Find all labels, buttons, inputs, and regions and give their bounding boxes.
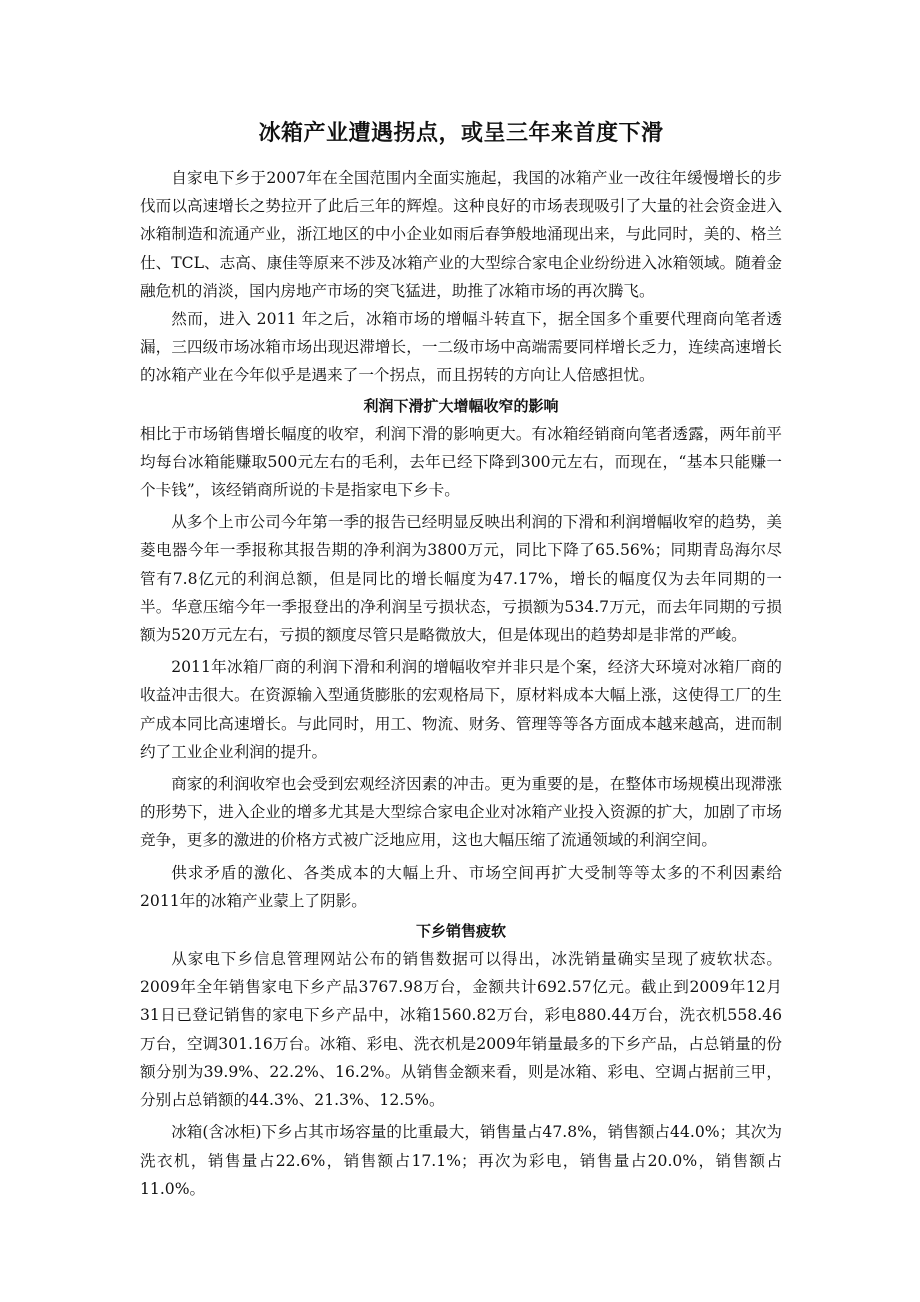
intro-paragraph-2: 然而，进入 2011 年之后，冰箱市场的增幅斗转直下，据全国多个重要代理商向笔者透漏，三四级市场冰箱市场出现迟滞增长，一二级市场中高端需要同样增长乏力，连续高速增长的冰箱产业在今年似乎是遇来了一个拐点，而且拐转的方向让人倍感担忧。 — [140, 310, 782, 385]
section-heading-rural-sales: 下乡销售疲软 — [415, 922, 506, 941]
section1-paragraph-1: 相比于市场销售增长幅度的收窄，利润下滑的影响更大。有冰箱经销商向笔者透露，两年前平均每台冰箱能赚取500元左右的毛利，去年已经下降到300元左右，而现在，“基本只能赚一个卡钱”，该经销商所说的卡是指家电下乡卡。 — [140, 424, 782, 500]
document-title: 冰箱产业遭遇拐点，或呈三年来首度下滑 — [258, 121, 664, 146]
section1-paragraph-3: 2011年冰箱厂商的利润下滑和利润的增幅收窄并非只是个案，经济大环境对冰箱厂商的收益冲击很大。在资源输入型通货膨胀的宏观格局下，原材料成本大幅上涨，这使得工厂的生产成本同比高速增长。与此同时，用工、物流、财务、管理等等各方面成本越来越高，进而制约了工业企业利润的提升。 — [140, 658, 782, 761]
document-page — [140, 118, 782, 1203]
section1-paragraph-4: 商家的利润收窄也会受到宏观经济因素的冲击。更为重要的是，在整体市场规模出现滞涨的形势下，进入企业的增多尤其是大型综合家电企业对冰箱产业投入资源的扩大，加剧了市场竞争，更多的激进的价格方式被广泛地应用，这也大幅压缩了流通领域的利润空间。 — [140, 775, 782, 850]
section-heading-profit: 利润下滑扩大增幅收窄的影响 — [363, 396, 559, 415]
intro-paragraph-1: 自家电下乡于2007年在全国范围内全面实施起，我国的冰箱产业一改往年缓慢增长的步伐而以高速增长之势拉开了此后三年的辉煌。这种良好的市场表现吸引了大量的社会资金进入冰箱制造和流通产业，浙江地区的中小企业如雨后春笋般地涌现出来，与此同时，美的、格兰仕、TCL、志高、康佳等原来不涉及冰箱产业的大型综合家电企业纷纷进入冰箱领域。随着金融危机的消淡，国内房地产市场的突飞猛进，助推了冰箱市场的再次腾飞。 — [140, 169, 782, 300]
section1-paragraph-2: 从多个上市公司今年第一季的报告已经明显反映出利润的下滑和利润增幅收窄的趋势，美菱电器今年一季报称其报告期的净利润为3800万元，同比下降了65.56%；同期青岛海尔尽管有7.8亿元的利润总额，但是同比的增长幅度为47.17%，增长的幅度仅为去年同期的一半。华意压缩今年一季报登出的净利润呈亏损状态，亏损额为534.7万元，而去年同期的亏损额为520万元左右，亏损的额度尽管只是略微放大，但是体现出的趋势却是非常的严峻。 — [140, 513, 782, 645]
section1-paragraph-5: 供求矛盾的激化、各类成本的大幅上升、市场空间再扩大受制等等太多的不利因素给2011年的冰箱产业蒙上了阴影。 — [140, 863, 782, 910]
section2-paragraph-1: 从家电下乡信息管理网站公布的销售数据可以得出，冰洗销量确实呈现了疲软状态。2009年全年销售家电下乡产品3767.98万台，金额共计692.57亿元。截止到2009年12月31日已登记销售的家电下乡产品中，冰箱1560.82万台，彩电880.44万台，洗衣机558.46万台，空调301.16万台。冰箱、彩电、洗衣机是2009年销量最多的下乡产品，占总销量的份额分别为39.9%、22.2%、16.2%。从销售金额来看，则是冰箱、彩电、空调占据前三甲，分别占总销额的44.3%、21.3%、12.5%。 — [140, 950, 782, 1110]
section2-paragraph-2: 冰箱(含冰柜)下乡占其市场容量的比重最大，销售量占47.8%，销售额占44.0%；其次为洗衣机，销售量占22.6%，销售额占17.1%；再次为彩电，销售量占20.0%，销售额占11.0%。 — [140, 1123, 782, 1198]
